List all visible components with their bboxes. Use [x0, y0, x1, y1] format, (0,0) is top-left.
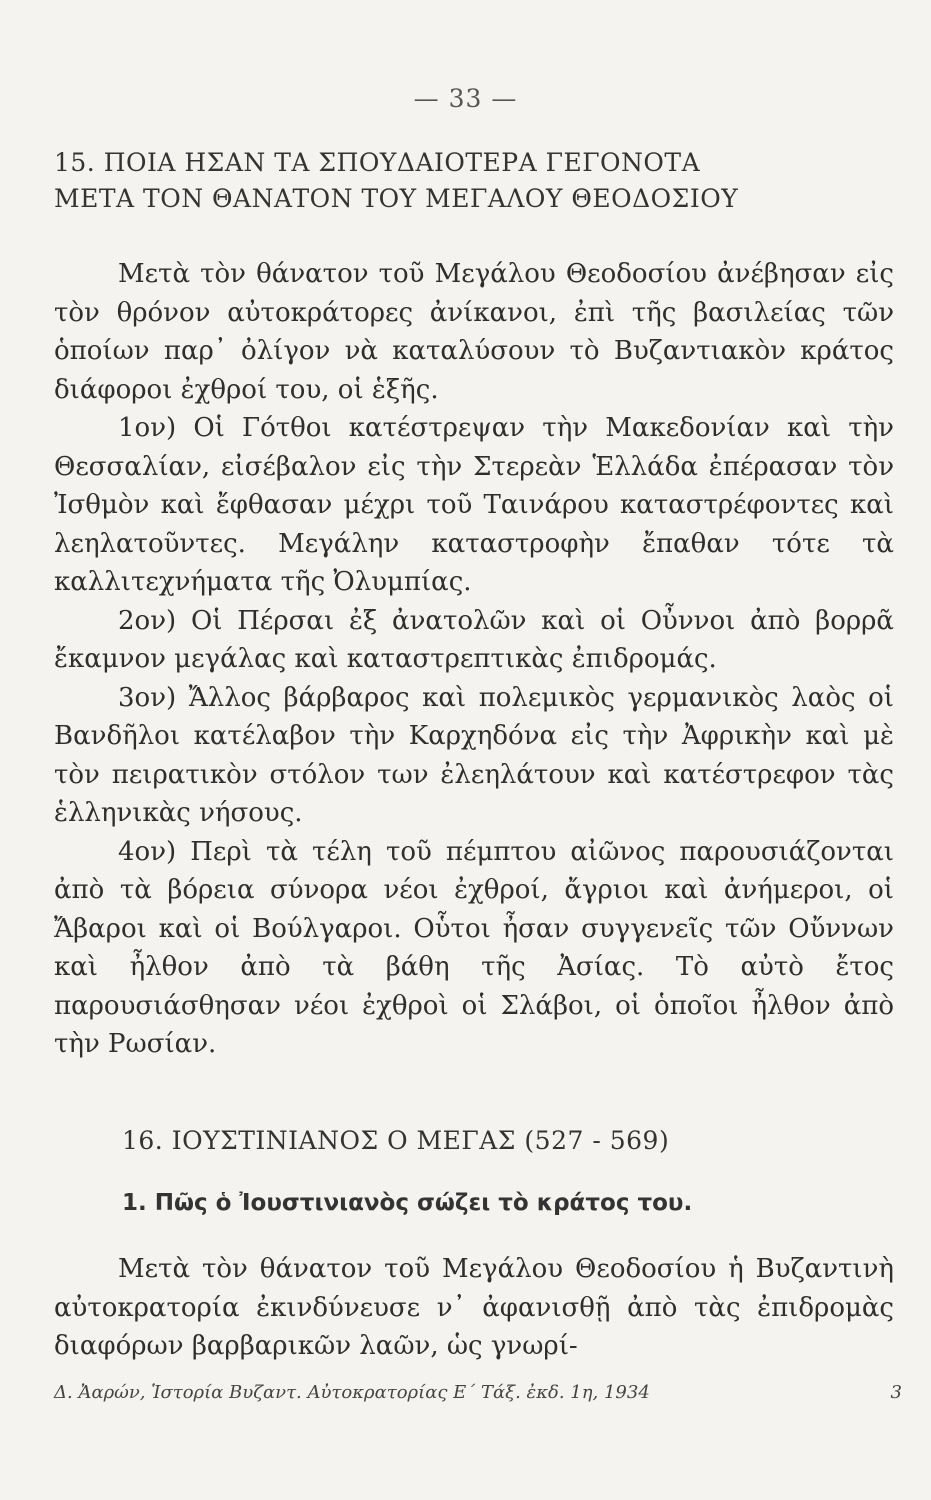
section-16-subheading: 1. Πῶς ὁ Ἰουστινιανὸς σώζει τὸ κράτος του. [122, 1190, 693, 1216]
page-footer [54, 1382, 902, 1403]
section-16-heading: 16. ΙΟΥΣΤΙΝΙΑΝΟΣ Ο ΜΕΓΑΣ (527 - 569) [122, 1126, 670, 1155]
paragraph: Μετὰ τὸν θάνατον τοῦ Μεγάλου Θεοδοσίου ἡ Βυζαντινὴ αὐτοκρατορία ἐκινδύνευσε ν᾽ ἀφανισθῇ ἀπὸ τὰς ἐπιδρομὰς διαφόρων βαρβαρικῶν λαῶν, ὡς γνωρί- [54, 1254, 894, 1361]
section-15-heading [54, 145, 894, 217]
section-15-heading-line2: ΜΕΤΑ ΤΟΝ ΘΑΝΑΤΟΝ ΤΟΥ ΜΕΓΑΛΟΥ ΘΕΟΔΟΣΙΟΥ [54, 184, 739, 213]
paragraph: 4ον) Περὶ τὰ τέλη τοῦ πέμπτου αἰῶνος παρουσιάζονται ἀπὸ τὰ βόρεια σύνορα νέοι ἐχθροί, ἄγριοι καὶ ἀνήμεροι, οἱ Ἄβαροι καὶ οἱ Βούλγαροι. Οὗτοι ἦσαν συγγενεῖς τῶν Οὔννων καὶ ἦλθον ἀπὸ τὰ βάθη τῆς Ἀσίας. Τὸ αὐτὸ ἔτος παρουσιάσθησαν νέοι ἐχθροὶ οἱ Σλάβοι, οἱ ὁποῖοι ἦλθον ἀπὸ τὴν Ρωσίαν. [54, 836, 894, 1059]
page-number: — 33 — [413, 84, 518, 113]
paragraph: 2ον) Οἱ Πέρσαι ἐξ ἀνατολῶν καὶ οἱ Οὖννοι ἀπὸ βορρᾶ ἔκαμνον μεγάλας καὶ καταστρεπτικὰς ἐπιδρομάς. [54, 605, 894, 674]
paragraph: 1ον) Οἱ Γότθοι κατέστρεψαν τὴν Μακεδονίαν καὶ τὴν Θεσσαλίαν, εἰσέβαλον εἰς τὴν Στερεὰν Ἑλλάδα ἐπέρασαν τὸν Ἰσθμὸν καὶ ἔφθασαν μέχρι τοῦ Ταινάρου καταστρέφοντες καὶ λεηλατοῦντες. Μεγάλην καταστροφὴν ἔπαθαν τότε τὰ καλλιτεχνήματα τῆς Ὀλυμπίας. [54, 413, 894, 597]
section-15-heading-line1: 15. ΠΟΙΑ ΗΣΑΝ ΤΑ ΣΠΟΥΔΑΙΟΤΕΡΑ ΓΕΓΟΝΟΤΑ [54, 148, 701, 177]
paragraph: 3ον) Ἄλλος βάρβαρος καὶ πολεμικὸς γερμανικὸς λαὸς οἱ Βανδῆλοι κατέλαβον τὴν Καρχηδόνα εἰς τὴν Ἀφρικὴν καὶ μὲ τὸν πειρατικὸν στόλον των ἐλεηλάτουν καὶ κατέστρεφον τὰς ἑλληνικὰς νήσους. [54, 682, 894, 828]
signature-mark: 3 [890, 1382, 902, 1403]
section-16-body [54, 1250, 894, 1366]
footer-citation: Δ. Ἀαρών, Ἱστορία Βυζαντ. Αὐτοκρατορίας Ε΄ Τάξ. ἐκδ. 1η, 1934 [54, 1382, 650, 1403]
section-15-body [54, 255, 894, 1064]
paragraph: Μετὰ τὸν θάνατον τοῦ Μεγάλου Θεοδοσίου ἀνέβησαν εἰς τὸν θρόνον αὐτοκράτορες ἀνίκανοι, ἐπὶ τῆς βασιλείας τῶν ὁποίων παρ᾽ ὀλίγον νὰ καταλύσουν τὸ Βυζαντιακὸν κράτος διάφοροι ἐχθροί του, οἱ ἑξῆς. [54, 259, 894, 405]
